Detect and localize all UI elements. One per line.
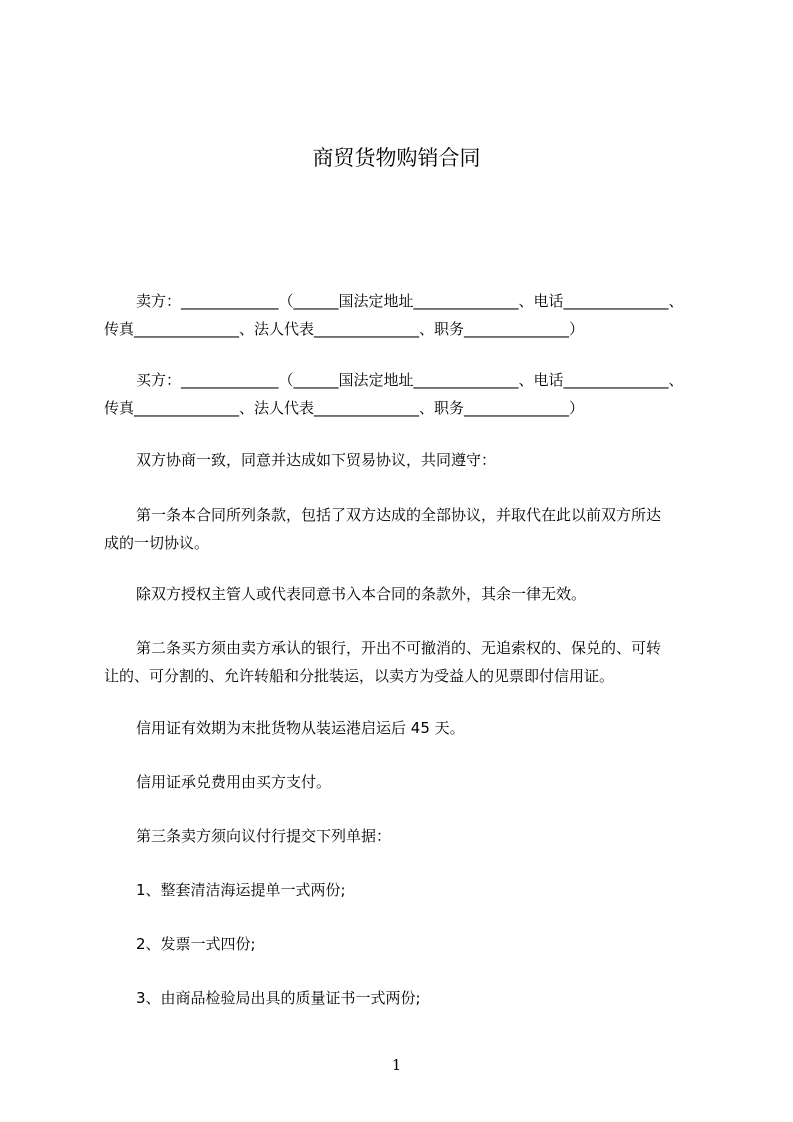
article-1-note-paragraph — [104, 580, 704, 608]
seller-info-line-1: 卖方：_____________（______国法定地址______________、电话______________、 — [136, 292, 684, 310]
article-1-paragraph — [104, 501, 704, 557]
preamble-paragraph — [104, 446, 704, 474]
document-list-item — [104, 930, 704, 958]
document-list-item — [104, 984, 704, 1012]
page-number: 1 — [391, 1056, 402, 1074]
article-1-line-1: 第一条本合同所列条款，包括了双方达成的全部协议，并取代在此以前双方所达 — [136, 506, 662, 524]
document-list-item — [104, 876, 704, 904]
article-2-line-2: 让的、可分割的、允许转船和分批装运，以卖方为受益人的见票即付信用证。 — [104, 667, 615, 685]
buyer-info-line-2: 传真______________、法人代表______________、职务______________） — [104, 399, 585, 417]
document-item-1: 1、整套清洁海运提单一式两份; — [136, 881, 346, 899]
preamble-text: 双方协商一致，同意并达成如下贸易协议，共同遵守： — [136, 451, 497, 469]
buyer-info-block — [104, 366, 704, 422]
article-3-text: 第三条卖方须向议付行提交下列单据： — [136, 827, 392, 845]
seller-info-block — [104, 287, 704, 343]
buyer-info-line-1: 买方：_____________（______国法定地址______________、电话______________、 — [136, 371, 684, 389]
contract-title: 商贸货物购销合同 — [312, 146, 481, 170]
article-2-line-1: 第二条买方须由卖方承认的银行，开出不可撤消的、无追索权的、保兑的、可转 — [136, 639, 662, 657]
credit-fee-paragraph — [104, 768, 704, 796]
credit-fee-text: 信用证承兑费用由买方支付。 — [136, 773, 332, 791]
article-3-paragraph — [104, 822, 704, 850]
article-2-paragraph — [104, 634, 704, 690]
article-1-line-2: 成的一切协议。 — [104, 534, 210, 552]
credit-validity-text: 信用证有效期为末批货物从装运港启运后 45 天。 — [136, 719, 465, 737]
article-1-note-text: 除双方授权主管人或代表同意书入本合同的条款外，其余一律无效。 — [136, 585, 587, 603]
document-item-2: 2、发票一式四份; — [136, 935, 256, 953]
document-item-3: 3、由商品检验局出具的质量证书一式两份; — [136, 989, 421, 1007]
seller-info-line-2: 传真______________、法人代表______________、职务______________） — [104, 320, 585, 338]
credit-validity-paragraph — [104, 714, 704, 742]
